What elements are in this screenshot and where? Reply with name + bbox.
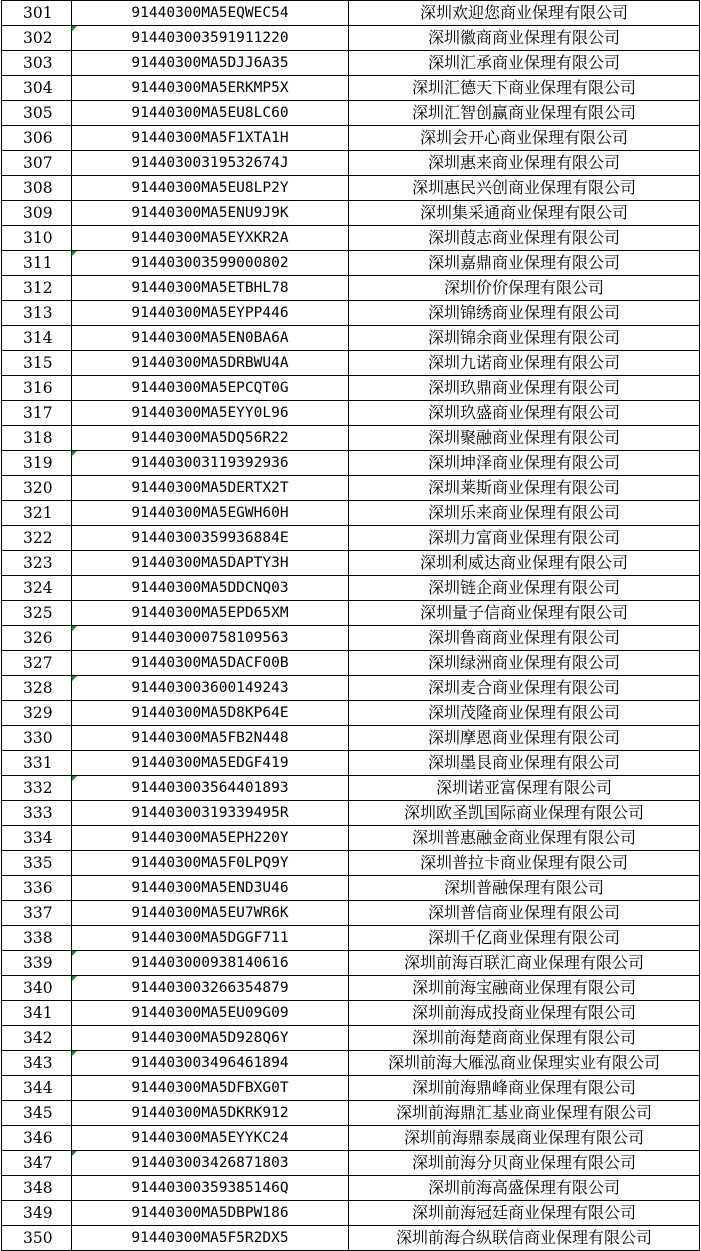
table-row: [2, 176, 700, 201]
credit-code: 91440300MA5DERTX2T: [131, 480, 289, 496]
company-name: 深圳葭志商业保理有限公司: [349, 226, 700, 251]
table-row: [2, 301, 700, 326]
company-name: 深圳利威达商业保理有限公司: [349, 551, 700, 576]
table-row: [2, 251, 700, 276]
table-row: [2, 976, 700, 1001]
credit-code: 914403003600149243: [131, 680, 289, 696]
credit-code-cell: [72, 651, 349, 676]
credit-code-cell: [72, 251, 349, 276]
table-row: [2, 326, 700, 351]
company-name: 深圳惠民兴创商业保理有限公司: [349, 176, 700, 201]
company-name: 深圳莱斯商业保理有限公司: [349, 476, 700, 501]
table-row: [2, 626, 700, 651]
credit-code: 914403003119392936: [131, 455, 289, 471]
credit-code: 914403003591911220: [131, 30, 289, 46]
credit-code: 91440300MA5EYXKR2A: [131, 230, 289, 246]
company-name: 深圳坤泽商业保理有限公司: [349, 451, 700, 476]
row-number: 313: [2, 301, 72, 326]
credit-code-cell: [72, 826, 349, 851]
credit-code: 91440300MA5EYPP446: [131, 305, 289, 321]
credit-code: 91440300MA5DAPTY3H: [131, 555, 289, 571]
credit-code-cell: [72, 526, 349, 551]
credit-code-cell: [72, 501, 349, 526]
row-number: 335: [2, 851, 72, 876]
row-number: 315: [2, 351, 72, 376]
credit-code-cell: [72, 126, 349, 151]
error-indicator-icon: [72, 251, 77, 256]
credit-code: 91440300MA5DGGF711: [131, 930, 289, 946]
credit-code-cell: [72, 301, 349, 326]
company-name: 深圳千亿商业保理有限公司: [349, 926, 700, 951]
credit-code: 914403003496461894: [131, 1055, 289, 1071]
credit-code: 91440300319339495R: [131, 805, 289, 821]
row-number: 319: [2, 451, 72, 476]
row-number: 309: [2, 201, 72, 226]
credit-code-cell: [72, 701, 349, 726]
company-name: 深圳量子信商业保理有限公司: [349, 601, 700, 626]
credit-code-cell: [72, 101, 349, 126]
row-number: 303: [2, 51, 72, 76]
row-number: 317: [2, 401, 72, 426]
table-row: [2, 201, 700, 226]
credit-code: 91440300MA5ETBHL78: [131, 280, 289, 296]
company-name: 深圳墨艮商业保理有限公司: [349, 751, 700, 776]
company-name: 深圳鲁商商业保理有限公司: [349, 626, 700, 651]
table-row: [2, 801, 700, 826]
table-row: [2, 1051, 700, 1076]
table-row: [2, 1, 700, 26]
row-number: 345: [2, 1101, 72, 1126]
table-row: [2, 1226, 700, 1251]
table-row: [2, 501, 700, 526]
row-number: 308: [2, 176, 72, 201]
credit-code-cell: [72, 1126, 349, 1151]
credit-code: 91440300MA5FB2N448: [131, 730, 289, 746]
row-number: 329: [2, 701, 72, 726]
table-row: [2, 851, 700, 876]
company-name: 深圳玖盛商业保理有限公司: [349, 401, 700, 426]
row-number: 318: [2, 426, 72, 451]
row-number: 324: [2, 576, 72, 601]
credit-code: 91440300MA5EYY0L96: [131, 405, 289, 421]
credit-code: 91440300MA5D8KP64E: [131, 705, 289, 721]
company-name: 深圳普惠融金商业保理有限公司: [349, 826, 700, 851]
error-indicator-icon: [72, 776, 77, 781]
credit-code-cell: [72, 276, 349, 301]
credit-code: 91440300MA5DJJ6A35: [131, 55, 289, 71]
credit-code: 91440300MA5EPH220Y: [131, 830, 289, 846]
error-indicator-icon: [72, 26, 77, 31]
row-number: 348: [2, 1176, 72, 1201]
credit-code: 91440300MA5DACF00B: [131, 655, 289, 671]
credit-code-cell: [72, 726, 349, 751]
row-number: 325: [2, 601, 72, 626]
row-number: 336: [2, 876, 72, 901]
company-name: 深圳麦合商业保理有限公司: [349, 676, 700, 701]
credit-code: 91440300MA5EGWH60H: [131, 505, 289, 521]
row-number: 333: [2, 801, 72, 826]
table-row: [2, 751, 700, 776]
company-name: 深圳前海鼎泰晟商业保理有限公司: [349, 1126, 700, 1151]
credit-code: 91440300MA5EDGF419: [131, 755, 289, 771]
credit-code-cell: [72, 176, 349, 201]
credit-code: 91440300MA5DFBXG0T: [131, 1080, 289, 1096]
credit-code-cell: [72, 926, 349, 951]
company-name: 深圳力富商业保理有限公司: [349, 526, 700, 551]
row-number: 347: [2, 1151, 72, 1176]
company-name: 深圳汇智创赢商业保理有限公司: [349, 101, 700, 126]
row-number: 339: [2, 951, 72, 976]
table-row: [2, 876, 700, 901]
row-number: 331: [2, 751, 72, 776]
row-number: 344: [2, 1076, 72, 1101]
row-number: 321: [2, 501, 72, 526]
error-indicator-icon: [72, 1151, 77, 1156]
credit-code-cell: [72, 1026, 349, 1051]
company-name: 深圳普融保理有限公司: [349, 876, 700, 901]
company-name: 深圳前海大雁泓商业保理实业有限公司: [349, 1051, 700, 1076]
table-row: [2, 1001, 700, 1026]
credit-code-cell: [72, 376, 349, 401]
credit-code-cell: [72, 801, 349, 826]
table-row: [2, 726, 700, 751]
table-row: [2, 151, 700, 176]
row-number: 334: [2, 826, 72, 851]
credit-code-cell: [72, 451, 349, 476]
credit-code: 91440300MA5F0LPQ9Y: [131, 855, 289, 871]
table-row: [2, 926, 700, 951]
table-row: [2, 601, 700, 626]
credit-code: 91440300MA5EPCQT0G: [131, 380, 289, 396]
credit-code-cell: [72, 551, 349, 576]
row-number: 302: [2, 26, 72, 51]
company-name: 深圳徽商商业保理有限公司: [349, 26, 700, 51]
credit-code: 914403000758109563: [131, 630, 289, 646]
table-row: [2, 1126, 700, 1151]
credit-code-cell: [72, 676, 349, 701]
credit-code: 91440300MA5EU8LC60: [131, 105, 289, 121]
credit-code-cell: [72, 1226, 349, 1251]
row-number: 337: [2, 901, 72, 926]
table-row: [2, 426, 700, 451]
table-row: [2, 76, 700, 101]
row-number: 314: [2, 326, 72, 351]
error-indicator-icon: [72, 1051, 77, 1056]
row-number: 330: [2, 726, 72, 751]
company-name: 深圳前海冠廷商业保理有限公司: [349, 1201, 700, 1226]
company-name: 深圳摩恩商业保理有限公司: [349, 726, 700, 751]
table-row: [2, 126, 700, 151]
credit-code-cell: [72, 1151, 349, 1176]
table-row: [2, 276, 700, 301]
company-name: 深圳前海成投商业保理有限公司: [349, 1001, 700, 1026]
company-name: 深圳玖鼎商业保理有限公司: [349, 376, 700, 401]
credit-code-cell: [72, 326, 349, 351]
table-row: [2, 901, 700, 926]
row-number: 311: [2, 251, 72, 276]
table-row: [2, 951, 700, 976]
company-name: 深圳前海百联汇商业保理有限公司: [349, 951, 700, 976]
credit-code-cell: [72, 1201, 349, 1226]
error-indicator-icon: [72, 976, 77, 981]
credit-code-cell: [72, 776, 349, 801]
row-number: 328: [2, 676, 72, 701]
table-row: [2, 226, 700, 251]
row-number: 316: [2, 376, 72, 401]
row-number: 343: [2, 1051, 72, 1076]
company-name: 深圳前海高盛保理有限公司: [349, 1176, 700, 1201]
credit-code-cell: [72, 751, 349, 776]
company-name: 深圳汇德天下商业保理有限公司: [349, 76, 700, 101]
credit-code-cell: [72, 1076, 349, 1101]
row-number: 341: [2, 1001, 72, 1026]
table-row: [2, 351, 700, 376]
credit-code: 91440300319532674J: [131, 155, 289, 171]
row-number: 342: [2, 1026, 72, 1051]
table-row: [2, 826, 700, 851]
row-number: 323: [2, 551, 72, 576]
credit-code-cell: [72, 601, 349, 626]
row-number: 338: [2, 926, 72, 951]
company-name: 深圳绿洲商业保理有限公司: [349, 651, 700, 676]
table-row: [2, 1101, 700, 1126]
error-indicator-icon: [72, 676, 77, 681]
credit-code-cell: [72, 76, 349, 101]
error-indicator-icon: [72, 451, 77, 456]
credit-code: 91440300359385146Q: [131, 1180, 289, 1196]
company-name: 深圳惠来商业保理有限公司: [349, 151, 700, 176]
company-name: 深圳前海分贝商业保理有限公司: [349, 1151, 700, 1176]
company-name: 深圳锦余商业保理有限公司: [349, 326, 700, 351]
credit-code-cell: [72, 401, 349, 426]
company-name: 深圳前海宝融商业保理有限公司: [349, 976, 700, 1001]
company-table: [1, 0, 700, 1251]
credit-code: 91440300MA5EYYKC24: [131, 1130, 289, 1146]
credit-code: 91440300MA5END3U46: [131, 880, 289, 896]
row-number: 301: [2, 1, 72, 26]
table-row: [2, 701, 700, 726]
table-row: [2, 1176, 700, 1201]
credit-code: 91440300MA5EPD65XM: [131, 605, 289, 621]
credit-code-cell: [72, 426, 349, 451]
company-name: 深圳前海合纵联信商业保理有限公司: [349, 1226, 700, 1251]
row-number: 310: [2, 226, 72, 251]
row-number: 326: [2, 626, 72, 651]
row-number: 305: [2, 101, 72, 126]
credit-code-cell: [72, 51, 349, 76]
error-indicator-icon: [72, 951, 77, 956]
credit-code-cell: [72, 1101, 349, 1126]
company-name: 深圳前海鼎峰商业保理有限公司: [349, 1076, 700, 1101]
company-name: 深圳普拉卡商业保理有限公司: [349, 851, 700, 876]
credit-code-cell: [72, 626, 349, 651]
company-name: 深圳会开心商业保理有限公司: [349, 126, 700, 151]
table-row: [2, 1151, 700, 1176]
company-name: 深圳嘉鼎商业保理有限公司: [349, 251, 700, 276]
credit-code-cell: [72, 576, 349, 601]
company-name: 深圳欧圣凯国际商业保理有限公司: [349, 801, 700, 826]
credit-code: 914403003266354879: [131, 980, 289, 996]
company-name: 深圳九诺商业保理有限公司: [349, 351, 700, 376]
table-row: [2, 576, 700, 601]
credit-code: 91440300MA5EN0BA6A: [131, 330, 289, 346]
table-row: [2, 1076, 700, 1101]
table-row: [2, 776, 700, 801]
credit-code: 914403003564401893: [131, 780, 289, 796]
company-name: 深圳茂隆商业保理有限公司: [349, 701, 700, 726]
company-name: 深圳聚融商业保理有限公司: [349, 426, 700, 451]
credit-code: 91440300MA5ENU9J9K: [131, 205, 289, 221]
credit-code: 91440300MA5DBPW186: [131, 1205, 289, 1221]
table-row: [2, 651, 700, 676]
company-name: 深圳诺亚富保理有限公司: [349, 776, 700, 801]
credit-code: 914403003599000802: [131, 255, 289, 271]
credit-code-cell: [72, 1051, 349, 1076]
table-row: [2, 551, 700, 576]
credit-code-cell: [72, 226, 349, 251]
row-number: 350: [2, 1226, 72, 1251]
row-number: 322: [2, 526, 72, 551]
company-name: 深圳乐来商业保理有限公司: [349, 501, 700, 526]
credit-code-cell: [72, 901, 349, 926]
row-number: 304: [2, 76, 72, 101]
credit-code-cell: [72, 151, 349, 176]
credit-code: 914403000938140616: [131, 955, 289, 971]
row-number: 340: [2, 976, 72, 1001]
row-number: 306: [2, 126, 72, 151]
row-number: 349: [2, 1201, 72, 1226]
table-row: [2, 26, 700, 51]
credit-code-cell: [72, 201, 349, 226]
credit-code: 91440300MA5F1XTA1H: [131, 130, 289, 146]
row-number: 307: [2, 151, 72, 176]
table-row: [2, 476, 700, 501]
credit-code-cell: [72, 26, 349, 51]
table-row: [2, 676, 700, 701]
credit-code: 91440300MA5EU8LP2Y: [131, 180, 289, 196]
company-name: 深圳锦绣商业保理有限公司: [349, 301, 700, 326]
error-indicator-icon: [72, 626, 77, 631]
credit-code: 91440300MA5D928Q6Y: [131, 1030, 289, 1046]
company-name: 深圳前海楚商商业保理有限公司: [349, 1026, 700, 1051]
credit-code: 91440300MA5EQWEC54: [131, 5, 289, 21]
table-row: [2, 376, 700, 401]
credit-code-cell: [72, 1176, 349, 1201]
credit-code-cell: [72, 951, 349, 976]
credit-code: 91440300MA5F5R2DX5: [131, 1230, 289, 1246]
row-number: 346: [2, 1126, 72, 1151]
credit-code: 91440300MA5EU09G09: [131, 1005, 289, 1021]
row-number: 327: [2, 651, 72, 676]
company-name: 深圳集采通商业保理有限公司: [349, 201, 700, 226]
credit-code: 91440300MA5DKRK912: [131, 1105, 289, 1121]
credit-code: 91440300MA5DDCNQ03: [131, 580, 289, 596]
row-number: 312: [2, 276, 72, 301]
credit-code-cell: [72, 476, 349, 501]
company-name: 深圳前海鼎汇基业商业保理有限公司: [349, 1101, 700, 1126]
table-row: [2, 451, 700, 476]
credit-code: 91440300MA5EU7WR6K: [131, 905, 289, 921]
table-body: [2, 1, 700, 1251]
credit-code: 91440300MA5ERKMP5X: [131, 80, 289, 96]
credit-code-cell: [72, 976, 349, 1001]
credit-code-cell: [72, 351, 349, 376]
credit-code-cell: [72, 1, 349, 26]
company-name: 深圳普信商业保理有限公司: [349, 901, 700, 926]
table-row: [2, 51, 700, 76]
credit-code-cell: [72, 1001, 349, 1026]
credit-code-cell: [72, 851, 349, 876]
table-row: [2, 401, 700, 426]
company-name: 深圳链企商业保理有限公司: [349, 576, 700, 601]
table-row: [2, 526, 700, 551]
table-row: [2, 1201, 700, 1226]
credit-code: 91440300MA5DRBWU4A: [131, 355, 289, 371]
table-row: [2, 1026, 700, 1051]
credit-code-cell: [72, 876, 349, 901]
row-number: 320: [2, 476, 72, 501]
company-name: 深圳汇承商业保理有限公司: [349, 51, 700, 76]
credit-code: 91440300359936884E: [131, 530, 289, 546]
credit-code: 91440300MA5DQ56R22: [131, 430, 289, 446]
credit-code: 914403003426871803: [131, 1155, 289, 1171]
company-name: 深圳欢迎您商业保理有限公司: [349, 1, 700, 26]
table-row: [2, 101, 700, 126]
company-name: 深圳价价保理有限公司: [349, 276, 700, 301]
row-number: 332: [2, 776, 72, 801]
